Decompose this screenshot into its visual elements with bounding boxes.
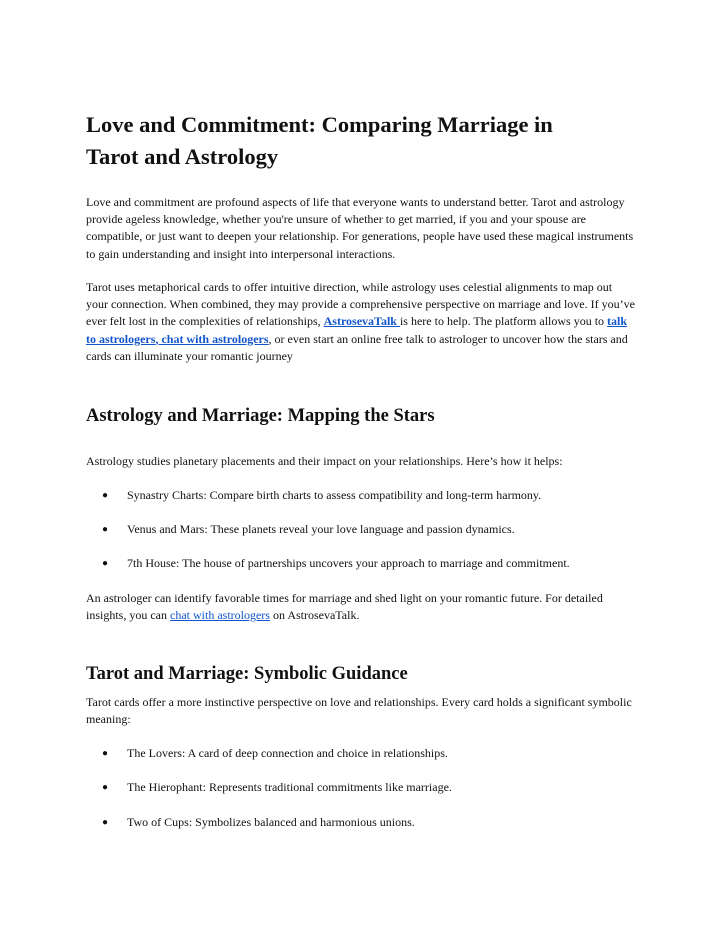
paragraph-text: Tarot uses metaphorical cards to offer intuitive direction, while astrology uses celestial alignments to map out your connection. When combined, they may provide a comprehensive perspective on marriage and love. If you’ve ever felt lost in the complexities of relationships, (86, 280, 635, 329)
paragraph-text: on AstrosevaTalk. (269, 608, 360, 623)
bullet-icon: ● (102, 524, 109, 535)
list-item-text: The Lovers: A card of deep connection and choice in relationships. (127, 746, 448, 760)
page-title: Love and Commitment: Comparing Marriage in Tarot and Astrology (86, 112, 553, 169)
bullet-icon: ● (102, 558, 109, 569)
astrology-lead-paragraph: Astrology studies planetary placements and their impact on your relationships. Here’s how it helps: (86, 454, 563, 468)
chat-with-astrologers-link[interactable]: chat with astrologers (170, 608, 270, 623)
paragraph-text: , or even start an online free talk to astrologer to uncover how the stars and cards can illuminate your romantic journey (86, 331, 628, 363)
astrology-closing-paragraph (86, 590, 636, 624)
list-item-text: Synastry Charts: Compare birth charts to assess compatibility and long-term harmony. (127, 488, 542, 502)
bullet-icon: ● (102, 782, 109, 793)
paragraph-text: An astrologer can identify favorable times for marriage and shed light on your romantic future. For detailed insights, you can (86, 591, 603, 623)
chat-with-astrologers-link[interactable]: , chat with astrologers (155, 331, 269, 346)
list-item-text: Two of Cups: Symbolizes balanced and harmonious unions. (127, 815, 415, 829)
bullet-icon: ● (102, 817, 109, 828)
talk-to-astrologers-link[interactable]: talk to astrologers (86, 314, 628, 346)
list-item-text: The Hierophant: Represents traditional commitments like marriage. (127, 780, 452, 794)
tarot-lead-paragraph: Tarot cards offer a more instinctive perspective on love and relationships. Every card holds a significant symbolic meaning: (86, 695, 632, 727)
tarot-astrology-paragraph (86, 279, 636, 365)
list-item-text: 7th House: The house of partnerships uncovers your approach to marriage and commitment. (127, 556, 570, 570)
astrosevatalk-link[interactable]: AstrosevaTalk (323, 314, 400, 329)
astrology-section-heading: Astrology and Marriage: Mapping the Stars (86, 406, 435, 426)
list-item-text: Venus and Mars: These planets reveal your love language and passion dynamics. (127, 522, 515, 536)
bullet-icon: ● (102, 490, 109, 501)
intro-paragraph: Love and commitment are profound aspects of life that everyone wants to understand better. Tarot and astrology provide ageless knowledge, whether you're unsure of whether to get married, if you and your spouse are compatible, or just want to deepen your relationship. For generations, people have used these magical instruments to gain understanding and insight into interpersonal interactions. (86, 195, 634, 261)
bullet-icon: ● (102, 748, 109, 759)
tarot-section-heading: Tarot and Marriage: Symbolic Guidance (86, 664, 408, 684)
paragraph-text: is here to help. The platform allows you to (399, 314, 608, 329)
